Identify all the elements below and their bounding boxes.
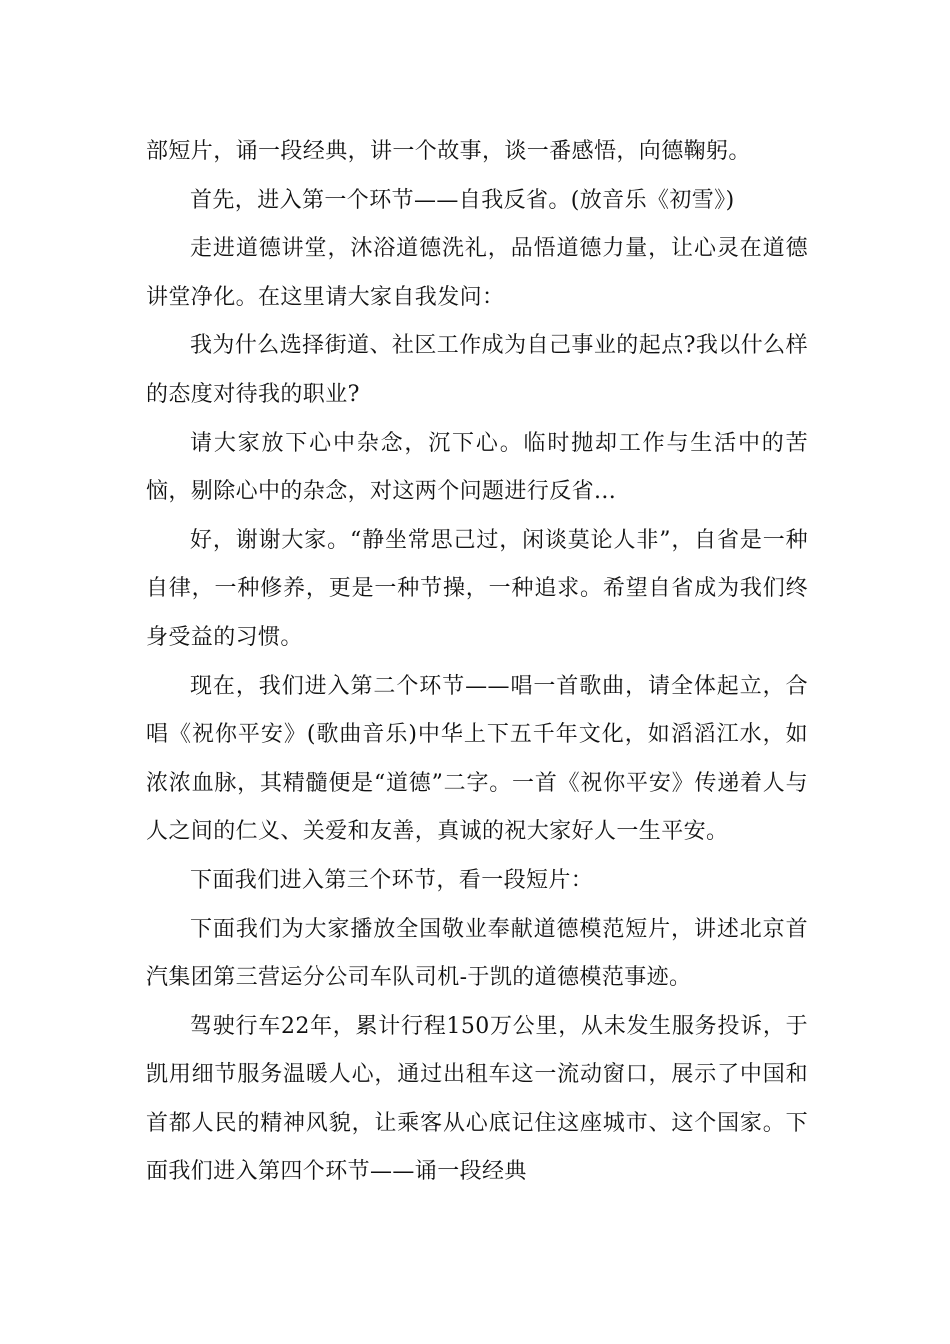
paragraph-6: 好，谢谢大家。“静坐常思己过，闲谈莫论人非”，自省是一种自律，一种修养，更是一种节操，一种追求。希望自省成为我们终身受益的习惯。 xyxy=(146,527,808,650)
paragraph-1: 部短片，诵一段经典，讲一个故事，谈一番感悟，向德鞠躬。 xyxy=(146,139,751,164)
paragraph-7: 现在，我们进入第二个环节——唱一首歌曲，请全体起立，合唱《祝你平安》(歌曲音乐)中华上下五千年文化，如滔滔江水，如浓浓血脉，其精髓便是“道德”二字。一首《祝你平安》传递着人与人之间的仁义、关爱和友善，真诚的祝大家好人一生平安。 xyxy=(146,673,808,845)
paragraph-8: 下面我们进入第三个环节，看一段短片： xyxy=(190,867,594,893)
document-body xyxy=(146,128,808,1197)
paragraph-4: 我为什么选择街道、社区工作成为自己事业的起点?我以什么样的态度对待我的职业? xyxy=(146,333,808,407)
paragraph-10: 驾驶行车22年，累计行程150万公里，从未发生服务投诉，于凯用细节服务温暖人心，通过出租车这一流动窗口，展示了中国和首都人民的精神风貌，让乘客从心底记住这座城市、这个国家。下面我们进入第四个环节——诵一段经典 xyxy=(146,1013,808,1185)
paragraph-2: 首先，进入第一个环节——自我反省。(放音乐《初雪》) xyxy=(190,187,735,213)
paragraph-9: 下面我们为大家播放全国敬业奉献道德模范短片，讲述北京首汽集团第三营运分公司车队司机-于凯的道德模范事迹。 xyxy=(146,916,808,991)
paragraph-5: 请大家放下心中杂念，沉下心。临时抛却工作与生活中的苦恼，剔除心中的杂念，对这两个问题进行反省... xyxy=(146,430,808,505)
paragraph-3: 走进道德讲堂，沐浴道德洗礼，品悟道德力量，让心灵在道德讲堂净化。在这里请大家自我发问： xyxy=(146,236,808,310)
